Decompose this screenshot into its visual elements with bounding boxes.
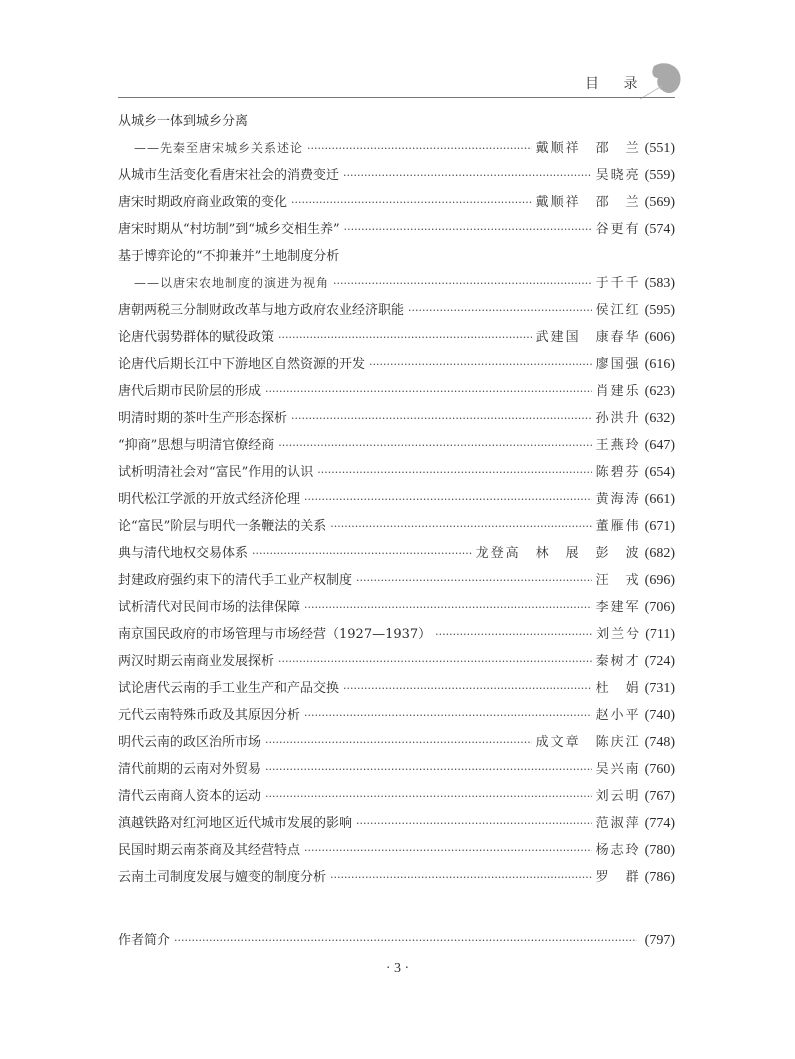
toc-entry-page: (569) [644,195,675,210]
toc-entry-title: 论唐代后期长江中下游地区自然资源的开发 [118,357,366,372]
toc-entry-title: 试论唐代云南的手工业生产和产品交换 [118,681,340,696]
toc-entry[interactable] [118,567,675,594]
toc-entry[interactable] [118,297,675,324]
dot-leader [265,783,592,810]
toc-entry[interactable] [118,621,675,648]
toc-entry-title: 两汉时期云南商业发展探析 [118,654,275,669]
toc-entry-title: ——以唐宋农地制度的演进为视角 [134,276,330,290]
toc-entry-page: (731) [644,681,675,696]
dot-leader [435,621,592,648]
toc-entry[interactable] [118,756,675,783]
dot-leader [369,351,592,378]
toc-entry-title: “抑商”思想与明清官僚经商 [118,438,275,453]
toc-entry-author: 成文章 陈庆江 [535,735,641,750]
toc-entry-author: 谷更有 [595,222,641,237]
dot-leader [344,216,592,243]
dot-leader [304,594,592,621]
toc-entry-title: 南京国民政府的市场管理与市场经营（1927—1937） [118,627,432,642]
toc-entry-author: 刘兰兮 [596,627,642,642]
toc-entry-page: (551) [644,141,675,156]
toc-entry-appendix[interactable] [118,927,675,954]
toc-entry-page: (780) [644,843,675,858]
toc-entry-page: (797) [644,933,675,948]
toc-entry-page: (711) [645,627,675,642]
toc-entry-author: 龙登高 林 展 彭 波 [475,546,641,561]
toc-entry-title: 唐朝两税三分制财政改革与地方政府农业经济职能 [118,303,405,318]
toc-entry-title: 唐宋时期从“村坊制”到“城乡交相生养” [118,222,340,237]
dot-leader [317,459,591,486]
toc-entry-author: 侯江红 [595,303,641,318]
toc-entry-page: (740) [644,708,675,723]
toc-entry-author: 汪 戎 [595,573,641,588]
toc-entry-title: 试析清代对民间市场的法律保障 [118,600,301,615]
toc-entry-title: 封建政府强约束下的清代手工业产权制度 [118,573,353,588]
toc-entry-page: (583) [644,276,675,291]
toc-entry-title: 滇越铁路对红河地区近代城市发展的影响 [118,816,353,831]
toc-entry-author: 陈碧芬 [595,465,641,480]
toc-entry-page: (786) [644,870,675,885]
toc-entry-author: 肖建乐 [595,384,641,399]
toc-entry-page: (606) [644,330,675,345]
toc-entry-title: 从城市生活变化看唐宋社会的消费变迁 [118,168,340,183]
toc-entry-title: 清代前期的云南对外贸易 [118,762,262,777]
toc-entry-page: (706) [644,600,675,615]
toc-entry-page: (682) [644,546,675,561]
toc-entry-author: 戴顺祥 邵 兰 [535,141,641,156]
dot-leader [356,810,592,837]
toc-entry-title: 典与清代地权交易体系 [118,546,249,561]
toc-entry-author: 范淑萍 [595,816,641,831]
toc-entry[interactable] [118,216,675,243]
toc-entry-page: (748) [644,735,675,750]
dot-leader [304,486,592,513]
toc-entry-subtitle[interactable] [118,270,675,297]
toc-entry[interactable] [118,783,675,810]
dot-leader [278,432,591,459]
toc-entry[interactable] [118,486,675,513]
header-rule [118,97,675,98]
dot-leader [307,135,532,162]
toc-entry-author: 赵小平 [595,708,641,723]
toc-entry-page: (654) [644,465,675,480]
dot-leader [343,162,592,189]
toc-entry-author: 孙洪升 [595,411,641,426]
toc-entry-author: 武建国 康春华 [535,330,641,345]
toc-entry-title: 民国时期云南茶商及其经营特点 [118,843,301,858]
toc-entry-author: 吴兴南 [595,762,641,777]
toc-entry[interactable] [118,729,675,756]
dot-leader [304,837,592,864]
toc-entry-title: 云南土司制度发展与嬗变的制度分析 [118,870,327,885]
toc-entry-author: 杜 娟 [595,681,641,696]
dot-leader [343,675,592,702]
toc-entry-author: 于千千 [595,276,641,291]
dot-leader [330,864,592,891]
dot-leader [278,648,592,675]
toc-entry[interactable] [118,702,675,729]
toc-entry[interactable] [118,864,675,891]
toc-entry-title: 从城乡一体到城乡分离 [118,114,249,129]
toc-entry-title: 论唐代弱势群体的赋役政策 [118,330,275,345]
toc-entry-title: 唐代后期市民阶层的形成 [118,384,262,399]
toc-entry[interactable] [118,162,675,189]
toc-entry-title: 作者简介 [118,933,171,948]
toc-entry-title: 明清时期的茶叶生产形态探析 [118,411,288,426]
toc-entry-page: (724) [644,654,675,669]
dot-leader [291,405,592,432]
toc-entry-author: 董雁伟 [595,519,641,534]
toc-entry-subtitle[interactable] [118,135,675,162]
dot-leader [356,567,592,594]
toc-entry-title: 明代云南的政区治所市场 [118,735,262,750]
toc-entry-author: 戴顺祥 邵 兰 [535,195,641,210]
dot-leader [291,189,532,216]
dot-leader [265,756,592,783]
toc-entry-heading [118,243,675,270]
toc-entry-page: (559) [644,168,675,183]
toc-entry[interactable] [118,432,675,459]
toc-entry-title: 清代云南商人资本的运动 [118,789,262,804]
toc-entry[interactable] [118,837,675,864]
toc-entry-page: (632) [644,411,675,426]
toc-entry-title: 明代松江学派的开放式经济伦理 [118,492,301,507]
toc-entry-author: 刘云明 [595,789,641,804]
toc-entry-page: (767) [644,789,675,804]
dot-leader [278,324,532,351]
toc-entry-author: 秦树才 [595,654,641,669]
toc-entry[interactable] [118,459,675,486]
header-title: 目 录 [585,76,648,92]
dot-leader [408,297,592,324]
toc-entry-page: (595) [644,303,675,318]
toc-entry[interactable] [118,378,675,405]
toc-entry-author: 黄海涛 [595,492,641,507]
toc-entry[interactable] [118,540,675,567]
toc-entry[interactable] [118,405,675,432]
dot-leader [330,513,591,540]
toc-entry-page: (647) [644,438,675,453]
toc-entry-page: (774) [644,816,675,831]
table-of-contents [118,108,675,954]
toc-entry-page: (574) [644,222,675,237]
ginkgo-leaf-icon [636,60,684,100]
toc-entry-title: 试析明清社会对“富民”作用的认识 [118,465,314,480]
toc-entry[interactable] [118,648,675,675]
toc-entry[interactable] [118,351,675,378]
dot-leader [304,702,592,729]
toc-entry-author: 李建军 [595,600,641,615]
dot-leader [252,540,472,567]
toc-entry-page: (696) [644,573,675,588]
toc-entry[interactable] [118,189,675,216]
dot-leader [174,927,637,954]
toc-entry-page: (760) [644,762,675,777]
toc-entry-heading [118,108,675,135]
toc-entry-page: (671) [644,519,675,534]
toc-entry-author: 吴晓亮 [595,168,641,183]
toc-entry-author: 杨志玲 [595,843,641,858]
dot-leader [333,270,592,297]
toc-entry-author: 王燕玲 [595,438,641,453]
page-number: · 3 · [385,961,410,976]
toc-entry-page: (616) [644,357,675,372]
toc-entry[interactable] [118,594,675,621]
toc-entry[interactable] [118,324,675,351]
toc-entry-title: ——先秦至唐宋城乡关系述论 [134,141,304,155]
toc-entry-title: 论“富民”阶层与明代一条鞭法的关系 [118,519,327,534]
toc-spacer [118,891,675,927]
toc-entry-author: 廖国强 [595,357,641,372]
dot-leader [265,729,532,756]
toc-entry[interactable] [118,675,675,702]
toc-entry-title: 元代云南特殊币政及其原因分析 [118,708,301,723]
toc-entry-author: 罗 群 [595,870,641,885]
toc-entry-page: (623) [644,384,675,399]
toc-entry-title: 基于博弈论的“不抑兼并”土地制度分析 [118,249,340,264]
toc-entry[interactable] [118,810,675,837]
toc-entry-page: (661) [644,492,675,507]
dot-leader [265,378,592,405]
toc-entry[interactable] [118,513,675,540]
toc-entry-title: 唐宋时期政府商业政策的变化 [118,195,288,210]
